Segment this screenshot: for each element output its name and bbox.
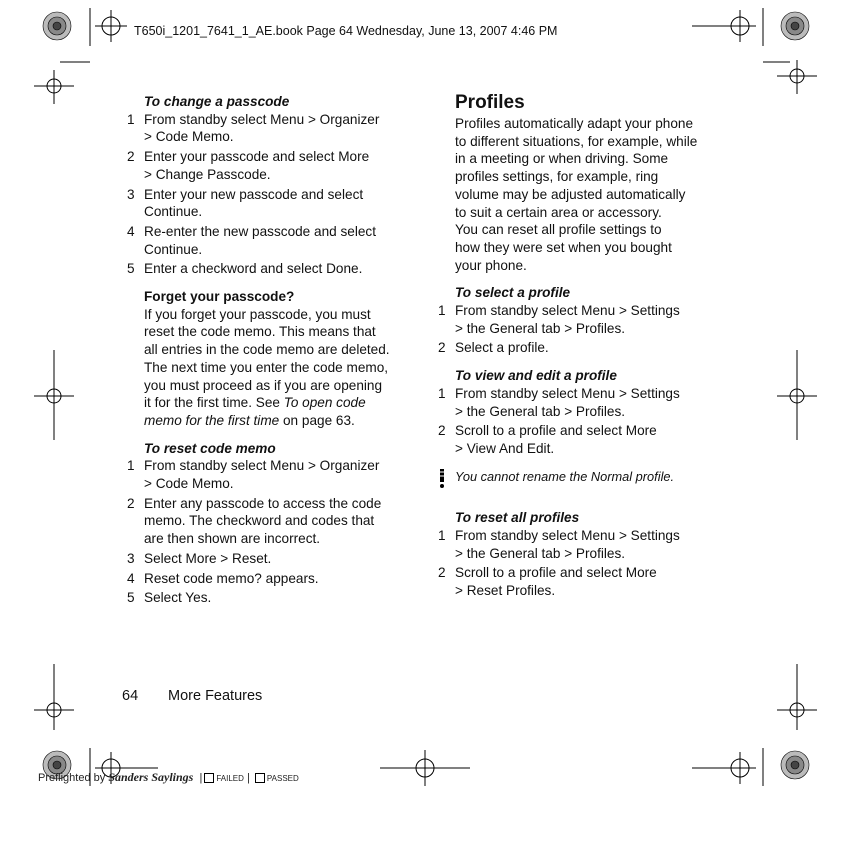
step-text-line: > Code Memo. [144,476,234,492]
steps-reset-code-memo [127,457,429,607]
steps-reset-profiles [438,527,740,600]
step-number: 3 [127,550,135,566]
step-text-line: > Reset Profiles. [455,583,556,599]
text-line: reset the code memo. This means that [144,324,376,340]
step-text-line: Reset code memo? appears. [144,570,319,586]
step-number: 1 [438,528,446,544]
preflight-brand: Sanders Saylings [108,770,194,784]
step-number: 1 [127,111,135,127]
step-text-line: > the General tab > Profiles. [455,403,626,419]
step-1 [438,302,740,337]
step-number: 3 [127,186,135,202]
warning-icon [437,469,447,489]
step-number: 5 [127,590,135,606]
step-number: 2 [438,340,446,356]
step-number: 1 [127,458,135,474]
note: You cannot rename the Normal profile. [455,468,740,486]
step-text-line: Enter your new passcode and select [144,186,364,202]
step-3 [127,186,429,221]
rosette-top-right [781,12,809,40]
step-4 [127,570,429,588]
step-text-line: Enter any passcode to access the code [144,495,382,511]
text-line: profiles settings, for example, ring [455,169,659,185]
step-text-line: Enter your passcode and select More [144,149,370,165]
step-number: 2 [438,423,446,439]
step-text-line: Select a profile. [455,340,549,356]
text-line: how they were set when you bought [455,239,672,255]
section-name: More Features [168,688,263,704]
step-text-line: are then shown are incorrect. [144,531,321,547]
step-number: 2 [127,149,135,165]
step-text-line: From standby select Menu > Organizer [144,111,380,127]
step-text-line: Scroll to a profile and select More [455,423,657,439]
step-1 [438,527,740,562]
step-2 [127,148,429,183]
step-text-line: Continue. [144,241,203,257]
section-title-edit-profile: To view and edit a profile [455,368,617,384]
section-title-change-passcode: To change a passcode [144,94,290,109]
section-title-select-profile: To select a profile [455,285,571,301]
crosshair-left-lower [34,664,74,730]
text-line: in a meeting or when driving. Some [455,151,669,167]
rosette-top-left [43,12,71,40]
failed-checkbox [204,773,214,783]
step-text-line: Enter a checkword and select Done. [144,261,363,277]
print-header: T650i_1201_7641_1_AE.book Page 64 Wednesday, June 13, 2007 4:46 PM [134,24,558,38]
crosshair-right-middle [777,350,817,440]
left-column [127,93,429,607]
crosshair-top-left [95,10,127,42]
text-line: to suit a certain area or accessory. [455,204,662,220]
step-text-line: Continue. [144,204,203,220]
step-number: 2 [438,565,446,581]
forget-line-6: it for the first time. See To open code [144,395,366,411]
text-line: your phone. [455,257,527,273]
step-text-line: From standby select Menu > Settings [455,303,680,319]
link-open-code-memo: To open code [283,395,366,411]
step-text-line: > Code Memo. [144,129,234,145]
page-title: Profiles [455,92,525,113]
step-text-line: From standby select Menu > Organizer [144,458,380,474]
step-2 [438,422,740,457]
step-text-line: > the General tab > Profiles. [455,545,626,561]
crosshair-bottom-center [380,750,470,786]
step-number: 4 [127,223,135,239]
text-line: Profiles automatically adapt your phone [455,116,694,131]
text-line: you must proceed as if you are opening [144,377,383,393]
step-text-line: > the General tab > Profiles. [455,320,626,336]
text-line: all entries in the code memo are deleted. [144,342,390,358]
step-text-line: memo. The checkword and codes that [144,513,375,529]
step-1 [438,385,740,420]
step-2 [438,339,740,357]
step-1 [127,457,429,492]
forget-text [144,306,429,395]
step-number: 1 [438,385,446,401]
section-title-reset-code-memo: To reset code memo [144,440,276,456]
steps-select-profile [438,302,740,357]
forget-title: Forget your passcode? [144,289,295,305]
crosshair-right-lower [777,664,817,730]
forget-line-7: memo for the first time on page 63. [144,412,355,428]
profiles-intro [455,115,740,274]
step-5 [127,589,429,607]
text-line: to different situations, for example, while [455,133,698,149]
preflight-stamp: Preflighted by Sanders Saylings | FAILED | PASSED [38,770,299,784]
step-5 [127,260,429,278]
step-number: 4 [127,570,135,586]
step-text-line: Re-enter the new passcode and select [144,223,376,239]
crosshair-top-right [724,10,756,42]
passed-checkbox [255,773,265,783]
page-number: 64 [122,688,139,704]
step-text-line: > View And Edit. [455,440,555,456]
step-number: 2 [127,495,135,511]
step-2 [438,564,740,599]
section-title-reset-profiles: To reset all profiles [455,510,580,526]
text-line: The next time you enter the code memo, [144,359,389,375]
step-text-line: > Change Passcode. [144,166,271,182]
text-line: volume may be adjusted automatically [455,186,686,202]
text-line: If you forget your passcode, you must [144,306,371,322]
steps-change-passcode [127,111,429,278]
step-number: 1 [438,303,446,319]
crosshair-right-upper [777,60,817,94]
step-4 [127,223,429,258]
step-2 [127,495,429,548]
right-column [438,91,740,600]
rosette-bottom-right [781,751,809,779]
steps-edit-profile [438,385,740,458]
step-text-line: Scroll to a profile and select More [455,565,657,581]
text-line: You can reset all profile settings to [455,222,662,238]
crosshair-left-upper [34,70,74,104]
crosshair-left-middle [34,350,74,440]
crosshair-bottom-right [692,752,756,784]
step-text-line: From standby select Menu > Settings [455,385,680,401]
step-text-line: From standby select Menu > Settings [455,528,680,544]
step-text-line: Select More > Reset. [144,550,272,566]
step-number: 5 [127,261,135,277]
step-1 [127,111,429,146]
step-3 [127,550,429,568]
step-text-line: Select Yes. [144,590,212,606]
